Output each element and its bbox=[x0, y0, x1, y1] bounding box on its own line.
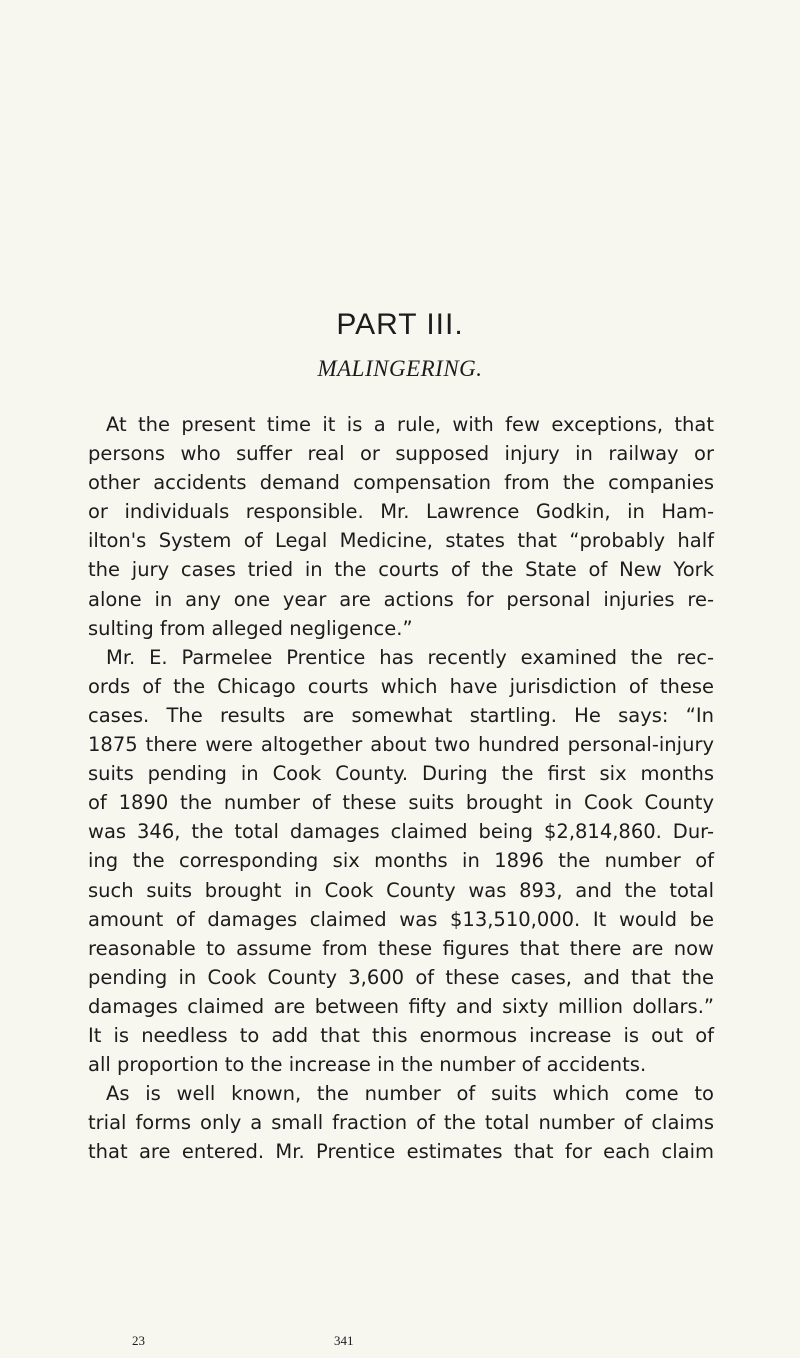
text-line: amount of damages claimed was $13,510,000. It would be bbox=[88, 907, 714, 931]
text-line: alone in any one year are actions for personal injuries re- bbox=[88, 587, 714, 611]
text-line: reasonable to assume from these figures that there are now bbox=[88, 936, 714, 960]
page-footer bbox=[0, 1333, 800, 1353]
text-line: such suits brought in Cook County was 893, and the total bbox=[88, 878, 714, 902]
signature-mark: 23 bbox=[132, 1333, 145, 1348]
text-line: sulting from alleged negligence.” bbox=[88, 616, 413, 640]
page-number: 341 bbox=[334, 1333, 354, 1348]
text-line: or individuals responsible. Mr. Lawrence Godkin, in Ham- bbox=[88, 500, 714, 524]
text-line: cases. The results are somewhat startling. He says: “In bbox=[88, 703, 714, 727]
text-line: of 1890 the number of these suits brought in Cook County bbox=[88, 791, 714, 815]
text-line: suits pending in Cook County. During the first six months bbox=[88, 762, 714, 786]
chapter-subtitle: MALINGERING. bbox=[317, 356, 483, 381]
text-line: damages claimed are between fifty and sixty million dollars.” bbox=[88, 994, 714, 1018]
text-line: As is well known, the number of suits which come to bbox=[106, 1082, 714, 1106]
text-line: was 346, the total damages claimed being $2,814,860. Dur- bbox=[88, 820, 714, 844]
text-line: pending in Cook County 3,600 of these cases, and that the bbox=[88, 965, 714, 989]
text-line: At the present time it is a rule, with few exceptions, that bbox=[106, 413, 714, 436]
text-line: trial forms only a small fraction of the total number of claims bbox=[88, 1111, 714, 1135]
text-line: all proportion to the increase in the number of accidents. bbox=[88, 1053, 647, 1077]
body-text bbox=[88, 410, 714, 1166]
text-line: ing the corresponding six months in 1896 the number of bbox=[88, 849, 714, 873]
text-line: It is needless to add that this enormous increase is out of bbox=[88, 1023, 714, 1047]
text-line: other accidents demand compensation from the companies bbox=[88, 471, 714, 495]
text-line: ilton's System of Legal Medicine, states that “probably half bbox=[88, 529, 714, 553]
text-line: Mr. E. Parmelee Prentice has recently examined the rec- bbox=[106, 645, 714, 669]
text-line: ords of the Chicago courts which have jurisdiction of these bbox=[88, 674, 714, 698]
text-line: the jury cases tried in the courts of the State of New York bbox=[88, 558, 714, 582]
text-line: 1875 there were altogether about two hundred personal-injury bbox=[88, 733, 714, 757]
text-line: that are entered. Mr. Prentice estimates that for each claim bbox=[88, 1140, 714, 1164]
part-title: PART III. bbox=[336, 308, 464, 341]
text-line: persons who suffer real or supposed injury in railway or bbox=[88, 442, 714, 466]
